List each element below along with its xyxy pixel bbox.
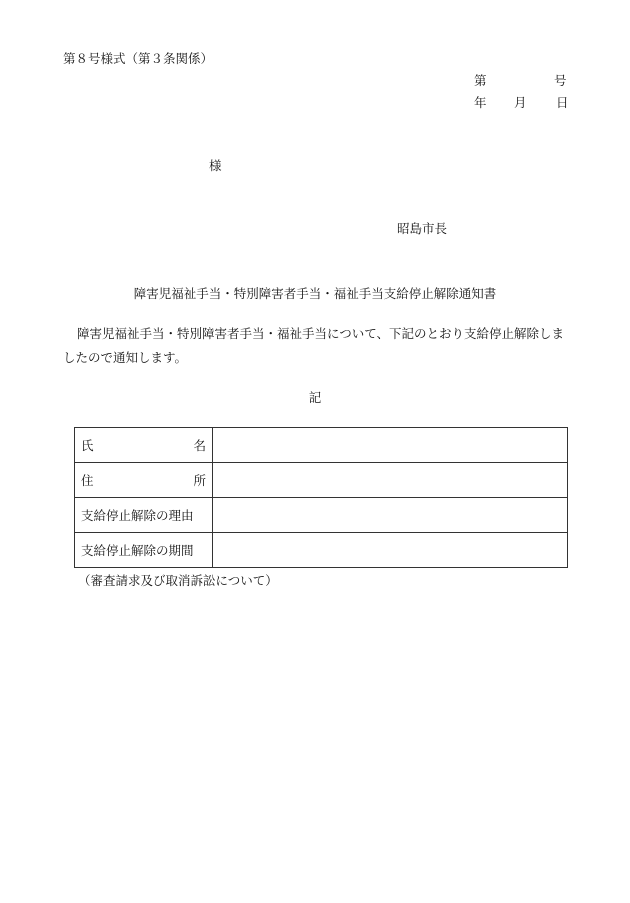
table-row	[75, 428, 568, 463]
date-month-label: 月	[514, 95, 527, 110]
address-value-cell	[213, 463, 568, 498]
name-value-cell	[213, 428, 568, 463]
period-label: 支給停止解除の期間	[75, 533, 213, 568]
body-text: 障害児福祉手当・特別障害者手当・福祉手当について、下記のとおり支給停止解除しましたので通知します。	[63, 326, 565, 365]
name-label-part: 名	[193, 438, 206, 453]
period-value-cell	[213, 533, 568, 568]
table-row	[75, 533, 568, 568]
address-label-part: 所	[193, 473, 206, 488]
appeal-note: （審査請求及び取消訴訟について）	[78, 573, 278, 588]
document-title: 障害児福祉手当・特別障害者手当・福祉手当支給停止解除通知書	[133, 286, 497, 301]
detail-table	[74, 427, 568, 568]
name-label-part: 氏	[81, 438, 94, 453]
date-year-label: 年	[474, 95, 487, 110]
issuer-name: 昭島市長	[397, 221, 448, 236]
reason-label: 支給停止解除の理由	[75, 498, 213, 533]
table-row	[75, 463, 568, 498]
name-label	[75, 428, 213, 463]
address-label-part: 住	[81, 473, 94, 488]
form-number: 第８号様式（第３条関係）	[63, 51, 214, 66]
document-number-prefix: 第	[474, 73, 487, 88]
addressee-honorific: 様	[209, 158, 222, 173]
table-row	[75, 498, 568, 533]
reason-value-cell	[213, 498, 568, 533]
date-day-label: 日	[556, 95, 569, 110]
ki-heading: 記	[308, 390, 322, 405]
document-number-suffix: 号	[554, 73, 567, 88]
address-label	[75, 463, 213, 498]
